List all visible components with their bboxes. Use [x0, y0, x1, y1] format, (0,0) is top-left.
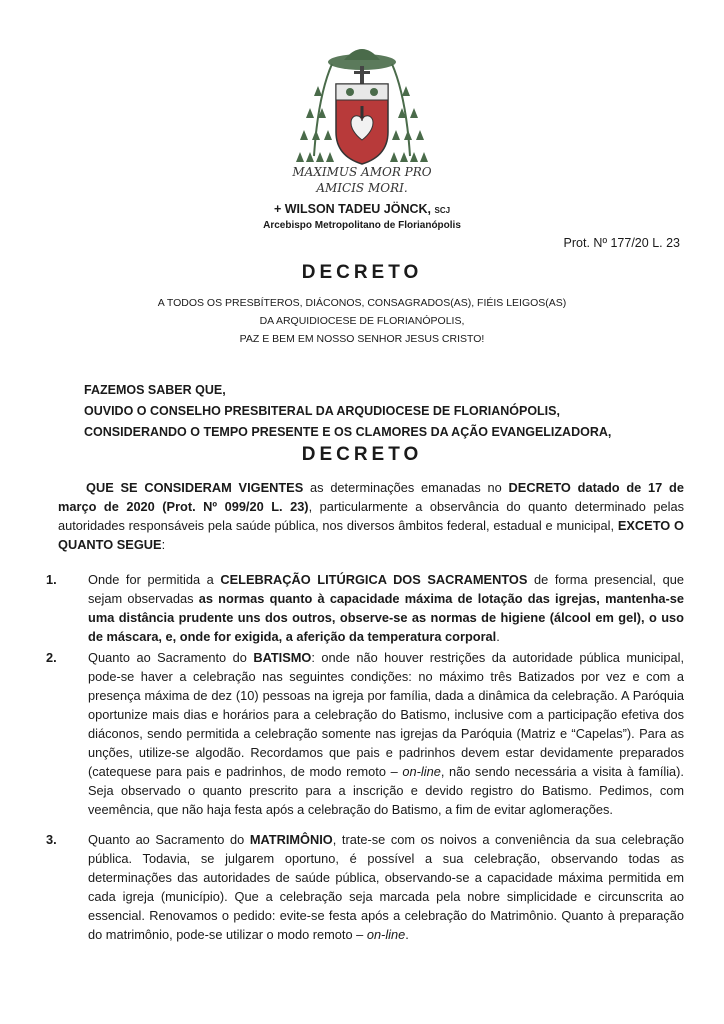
- motto-line-2: AMICIS MORI.: [316, 181, 408, 195]
- bishop-name: [0, 202, 724, 216]
- item-3-bold-1: MATRIMÔNIO: [249, 832, 333, 847]
- intro-bold-3: EXCETO O QUANTO SEGUE: [58, 518, 684, 552]
- item-number: 2.: [46, 650, 57, 665]
- item-2-text-3: , não sendo necessária a visita à família). Seja observado o quanto prescrito para a inscrição e devido registro do Batismo. Pedimos, com veemência, que não haja festa após a celebração do Batismo, a fim de evitar aglomerações.: [88, 764, 684, 817]
- declaration-line-1: FAZEMOS SABER QUE,: [84, 383, 226, 397]
- declaration-line-3: CONSIDERANDO O TEMPO PRESENTE E OS CLAMORES DA AÇÃO EVANGELIZADORA,: [84, 425, 612, 439]
- intro-paragraph: [58, 478, 684, 554]
- bishop-name-text: + WILSON TADEU JÖNCK,: [273, 202, 432, 216]
- item-2-italic-1: on-line: [402, 764, 441, 779]
- bishop-title: Arcebispo Metropolitano de Florianópolis: [263, 220, 461, 231]
- intro-bold-1: QUE SE CONSIDERAM VIGENTES: [86, 480, 304, 495]
- item-3-text-1: Quanto ao Sacramento do: [88, 832, 250, 847]
- intro-text-2: , particularmente a observância do quanto determinado pelas autoridades responsáveis pela saúde pública, nos diversos âmbitos federal, estadual e municipal,: [58, 499, 684, 533]
- declarations: [84, 380, 684, 443]
- item-number: 3.: [46, 832, 57, 847]
- item-2-bold-1: BATISMO: [253, 650, 312, 665]
- intro-bold-2: DECRETO datado de 17 de março de 2020 (Prot. Nº 099/20 L. 23): [58, 480, 684, 514]
- item-1-text-2: de forma presencial, que sejam observadas: [88, 572, 685, 606]
- item-text: [88, 570, 684, 646]
- item-2-text-1: Quanto ao Sacramento do: [88, 650, 254, 665]
- protocol-number: Prot. Nº 177/20 L. 23: [563, 236, 680, 250]
- decree-title: DECRETO: [301, 262, 423, 283]
- item-1-bold-1: CELEBRAÇÃO LITÚRGICA DOS SACRAMENTOS: [220, 572, 528, 587]
- bishop-suffix: SCJ: [434, 206, 451, 215]
- salutation-line-2: DA ARQUIDIOCESE DE FLORIANÓPOLIS,: [259, 315, 465, 327]
- motto-line-1: MAXIMUS AMOR PRO: [292, 165, 432, 179]
- decree-title-2: DECRETO: [301, 444, 423, 465]
- item-3-text-3: .: [405, 927, 409, 942]
- item-1-text-3: .: [496, 629, 500, 644]
- item-text: [88, 648, 684, 819]
- item-3-italic-1: on-line: [366, 927, 406, 942]
- salutation-line-3: PAZ E BEM EM NOSSO SENHOR JESUS CRISTO!: [239, 333, 485, 345]
- item-3-text-2: , trate-se com os noivos a conveniência da sua celebração pública. Todavia, se julgarem oportuno, é possível a sua celebração, observando todas as determinações das autoridades de saúde pública, observando-se a capacidade máxima permitida em cada igreja (município). Que a celebração seja marcada pela nobre simplicidade e circunscrita ao essencial. Renovamos o pedido: evite-se festa após a celebração do Matrimônio. Quanto à preparação do matrimônio, pode-se utilizar o modo remoto –: [88, 832, 684, 942]
- salutation: [0, 294, 724, 348]
- item-number: 1.: [46, 572, 57, 587]
- intro-text-3: :: [161, 537, 166, 552]
- item-2-text-2: : onde não houver restrições da autoridade pública municipal, pode-se haver a celebração nas seguintes condições: no máximo três Batizados por vez e com a presença máxima de dez (10) pessoas na igreja por família, dada a dinâmica da celebração. A Paróquia oportunize mais dias e horários para a celebração do Batismo, inclusive com a participação efetiva dos diáconos, sendo permitida a celebração somente nas igrejas da Paróquia (Matriz e “Capelas”). Para as unções, utilize-se algodão. Recordamos que pais e padrinhos devem estar devidamente preparados (catequese para pais e padrinhos, de modo remoto –: [88, 650, 684, 779]
- item-1-text-1: Onde for permitida a: [88, 572, 221, 587]
- motto: [290, 164, 434, 196]
- item-1-bold-2: as normas quanto à capacidade máxima de lotação das igrejas, mantenha-se uma distância prudente uns dos outros, observe-se as normas de higiene (álcool em gel), o uso de máscara, e, onde for exigida, a aferição da temperatura corporal: [88, 591, 685, 644]
- salutation-line-1: A TODOS OS PRESBÍTEROS, DIÁCONOS, CONSAGRADOS(AS), FIÉIS LEIGOS(AS): [157, 297, 567, 309]
- intro-text-1: as determinações emanadas no: [303, 480, 509, 495]
- item-text: [88, 830, 684, 944]
- declaration-line-2: OUVIDO O CONSELHO PRESBITERAL DA ARQUDIOCESE DE FLORIANÓPOLIS,: [84, 404, 560, 418]
